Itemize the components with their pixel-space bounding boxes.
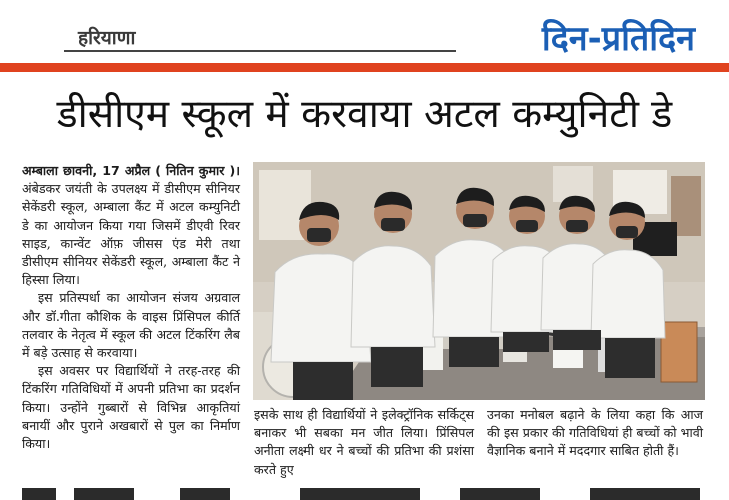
paragraph-3: इस अवसर पर विद्यार्थियों ने तरह-तरह की टिंकरिंग गतिविधियों में अपनी प्रतिभा का प्रदर्शन किया। उन्होंने गुब्बारों से विभिन्न आकृतियां बनायीं और पुराने अखबारों से पुल का निर्माण किया।	[22, 363, 240, 452]
section-rule	[64, 50, 456, 52]
section-name: हरियाणा	[78, 27, 136, 49]
masthead	[0, 0, 729, 68]
dateline: अम्बाला छावनी, 17 अप्रैल ( नितिन कुमार )।	[22, 163, 240, 178]
article-column-middle	[254, 406, 474, 479]
news-photo	[253, 162, 705, 400]
brand-logo: दिन-प्रतिदिन	[541, 19, 695, 59]
paragraph-5: उनका मनोबल बढ़ाने के लिया कहा कि आज की इस प्रकार की गतिविधियां ही बच्चों को भावी वैज्ञानिक बनाने में मददगार साबित होती हैं।	[487, 407, 703, 459]
accent-bar	[0, 63, 729, 72]
paragraph-1: अंबेडकर जयंती के उपलक्ष्य में डीसीएम सीनियर सेकेंडरी स्कूल, अम्बाला कैंट में अटल कम्युनिटी डे का आयोजन किया गया जिसमें डीएवी रिवर साइड, कान्वेंट ऑफ़ जीसस एंड मेरी तथा डीसीएम सीनियर सेकेंडरी स्कूल, अम्बाला कैंट ने हिस्सा लिया।	[22, 181, 240, 288]
paragraph-4: इसके साथ ही विद्यार्थियों ने इलेक्ट्रॉनिक सर्किट्स बनाकर भी सबका मन जीत लिया। प्रिंसिपल अनीता लक्ष्मी धर ने बच्चों की प्रतिभा की प्रशंसा करते हुए	[254, 407, 474, 477]
article-column-left	[22, 162, 240, 453]
article-column-right	[487, 406, 703, 461]
next-article-cutoff	[0, 488, 729, 500]
paragraph-2: इस प्रतिस्पर्धा का आयोजन संजय अग्रवाल और डॉ.गीता कौशिक के वाइस प्रिंसिपल कीर्ति तलवार के नेतृत्व में स्कूल की अटल टिंकरिंग लैब में बड़े उत्साह से करवाया।	[22, 290, 240, 361]
headline: डीसीएम स्कूल में करवाया अटल कम्युनिटी डे	[56, 92, 673, 137]
